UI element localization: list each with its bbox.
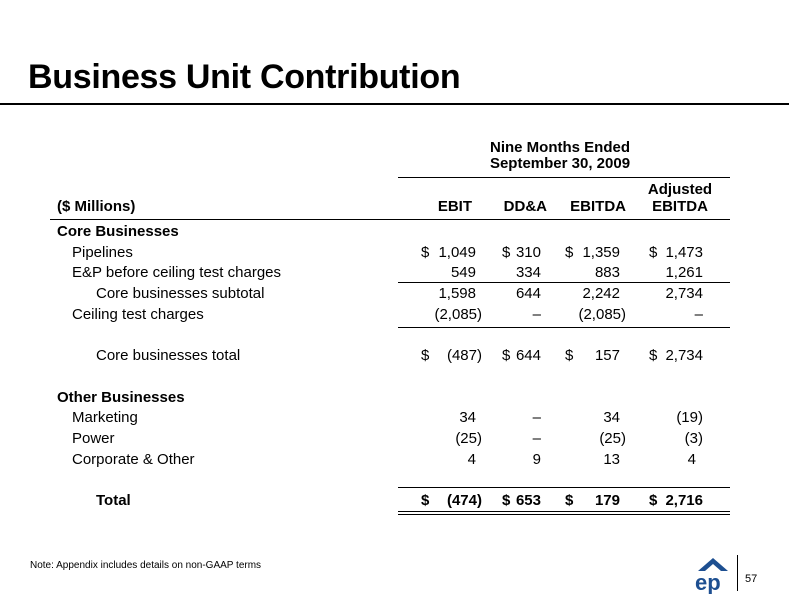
adjusted-value: 4: [687, 451, 696, 468]
ebit-value: (487): [446, 347, 482, 364]
double-rule-top: [398, 511, 730, 512]
ebitda-value: 34: [603, 409, 620, 426]
ebit-value: 34: [459, 409, 476, 426]
col-ebitda: EBITDA: [570, 198, 626, 215]
period-rule: [398, 177, 730, 178]
adjusted-value: 1,261: [665, 264, 703, 281]
double-rule-bottom: [398, 514, 730, 515]
adjusted-value: 2,734: [665, 347, 703, 364]
dda-value: –: [532, 430, 541, 447]
ebit-value: 1,598: [438, 285, 476, 302]
ebit-value: 4: [467, 451, 476, 468]
ebitda-value: 179: [594, 492, 620, 509]
row-label: Pipelines: [72, 244, 133, 261]
dda-dollar: $: [502, 244, 511, 261]
ebitda-value: 13: [603, 451, 620, 468]
row-label: Corporate & Other: [72, 451, 195, 468]
period-line-2: September 30, 2009: [489, 155, 631, 172]
footnote: Note: Appendix includes details on non-GAAP terms: [30, 560, 262, 571]
total-rule: [398, 327, 730, 328]
page-title: Business Unit Contribution: [28, 58, 461, 96]
dda-dollar: $: [502, 492, 511, 509]
units-label: ($ Millions): [57, 198, 136, 215]
ebitda-value: 1,359: [582, 244, 620, 261]
ebitda-dollar: $: [565, 492, 574, 509]
ebit-value: (2,085): [434, 306, 482, 323]
title-underline: [0, 103, 789, 105]
dda-value: 644: [515, 347, 541, 364]
col-dda: DD&A: [503, 198, 547, 215]
page-number: 57: [745, 573, 758, 585]
dda-value: –: [532, 306, 541, 323]
dda-value: 9: [532, 451, 541, 468]
logo-text: ep: [695, 570, 721, 594]
company-logo: [692, 554, 734, 594]
dda-value: –: [532, 409, 541, 426]
ebit-value: 1,049: [438, 244, 476, 261]
logo-divider: [737, 555, 738, 591]
header-rule: [50, 219, 730, 220]
ebit-value: 549: [450, 264, 476, 281]
dda-value: 310: [515, 244, 541, 261]
dda-dollar: $: [502, 347, 511, 364]
row-label: Core Businesses: [57, 223, 179, 240]
adjusted-value: (3): [684, 430, 703, 447]
adjusted-value: 2,716: [665, 492, 703, 509]
grand-total-rule: [398, 487, 730, 488]
ebit-value: (474): [446, 492, 482, 509]
row-label: Core businesses subtotal: [96, 285, 265, 302]
ebitda-dollar: $: [565, 347, 574, 364]
dda-value: 334: [515, 264, 541, 281]
ebit-dollar: $: [421, 347, 430, 364]
adjusted-dollar: $: [649, 492, 658, 509]
col-adjusted-line2: EBITDA: [652, 198, 708, 215]
row-label: E&P before ceiling test charges: [72, 264, 282, 281]
adjusted-value: 2,734: [665, 285, 703, 302]
row-label: Core businesses total: [96, 347, 241, 364]
adjusted-value: –: [694, 306, 703, 323]
adjusted-dollar: $: [649, 347, 658, 364]
ebit-dollar: $: [421, 492, 430, 509]
ep-logo-icon: [692, 554, 734, 594]
row-label: Marketing: [72, 409, 138, 426]
dda-value: 644: [515, 285, 541, 302]
subtotal-rule: [398, 282, 730, 283]
row-label: Power: [72, 430, 115, 447]
row-label: Total: [96, 492, 131, 509]
ebitda-value: 883: [594, 264, 620, 281]
ebitda-value: (2,085): [578, 306, 626, 323]
adjusted-dollar: $: [649, 244, 658, 261]
row-label: Other Businesses: [57, 389, 185, 406]
ebit-value: (25): [455, 430, 482, 447]
col-adjusted-line1: Adjusted: [647, 181, 713, 198]
dda-value: 653: [515, 492, 541, 509]
adjusted-value: 1,473: [665, 244, 703, 261]
ebitda-dollar: $: [565, 244, 574, 261]
ebitda-value: 2,242: [582, 285, 620, 302]
period-line-1: Nine Months Ended: [490, 139, 630, 156]
ebitda-value: (25): [599, 430, 626, 447]
ebit-dollar: $: [421, 244, 430, 261]
col-ebit: EBIT: [437, 198, 472, 215]
row-label: Ceiling test charges: [72, 306, 204, 323]
adjusted-value: (19): [676, 409, 703, 426]
ebitda-value: 157: [594, 347, 620, 364]
